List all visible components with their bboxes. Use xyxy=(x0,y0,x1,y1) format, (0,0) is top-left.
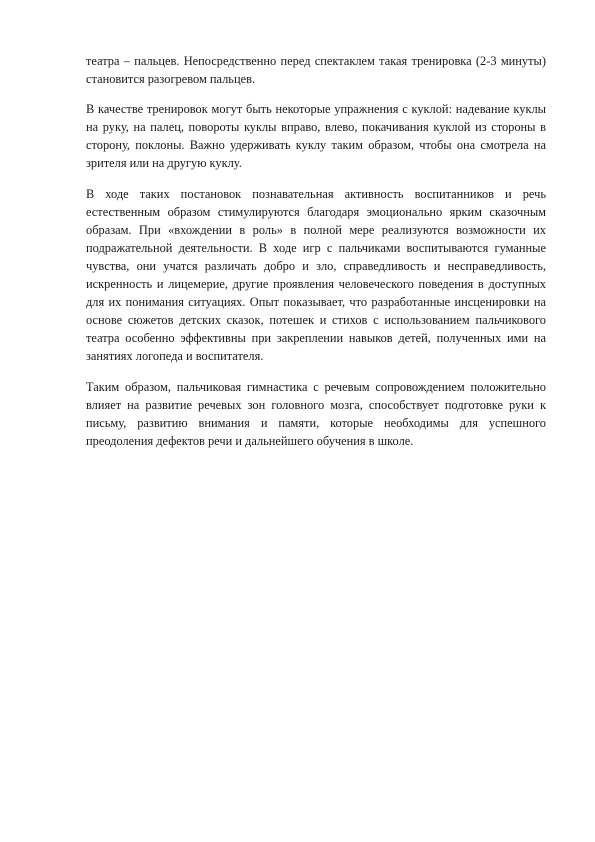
paragraph-2: В качестве тренировок могут быть некоторые упражнения с куклой: надевание куклы на руку, на палец, повороты куклы вправо, влево, покачивания куклой из стороны в сторону, поклоны. Важно удерживать куклу таким образом, чтобы она смотрела на зрителя или на другую куклу. xyxy=(86,102,546,171)
paragraph-4: Таким образом, пальчиковая гимнастика с речевым сопровождением положительно влияет на развитие речевых зон головного мозга, способствует подготовке руки к письму, развитию внимания и памяти, которые необходимы для успешного преодоления дефектов речи и дальнейшего обучения в школе. xyxy=(86,379,546,448)
paragraph-3: В ходе таких постановок познавательная активность воспитанников и речь естественным образом стимулируются благодаря эмоционально ярким сказочным образам. При «вхождении в роль» в полной мере реализуются возможности их подражательной деятельности. В ходе игр с пальчиками воспитываются гуманные чувства, они учатся различать добро и зло, справедливость и несправедливость, искренность и лицемерие, другие проявления человеческого поведения в доступных для их понимания ситуациях. Опыт показывает, что разработанные инсценировки на основе сюжетов детских сказок, потешек и стихов с использованием пальчикового театра особенно эффективны при закреплении навыков детей, полученных ими на занятиях логопеда и воспитателя. xyxy=(86,186,546,364)
document-body xyxy=(86,52,546,462)
paragraph-1: театра – пальцев. Непосредственно перед спектаклем такая тренировка (2-3 минуты) становится разогревом пальцев. xyxy=(86,54,546,87)
